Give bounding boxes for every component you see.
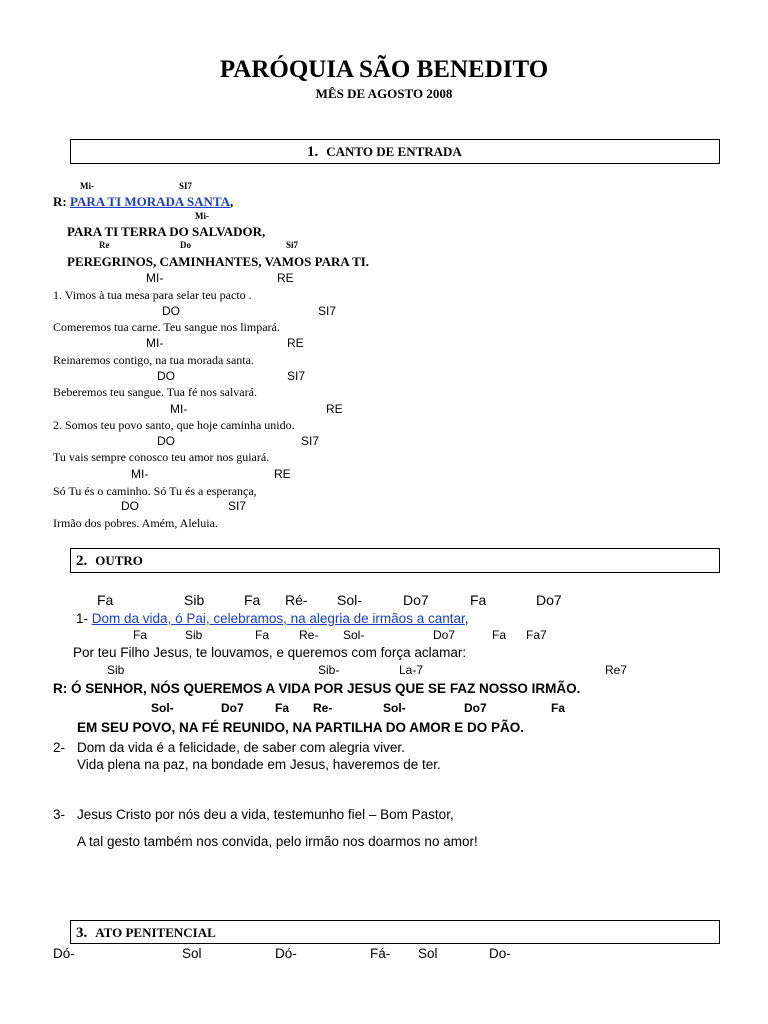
chord: Fa (97, 592, 114, 608)
section-2-header (70, 548, 720, 573)
verse-3-line-1: Jesus Cristo por nós deu a vida, testemunho fiel – Bom Pastor, (77, 807, 454, 822)
chord: Dó- (275, 946, 297, 961)
chord: Fa (244, 592, 261, 608)
chord: Sol (418, 946, 438, 961)
refrain-line-2: EM SEU POVO, NA FÉ REUNIDO, NA PARTILHA DO AMOR E DO PÃO. (77, 720, 525, 735)
verse-3-number: 3- (53, 807, 66, 822)
chord: Sib (185, 628, 203, 642)
chord: Sol- (383, 701, 406, 715)
chord: Si7 (286, 240, 299, 250)
chord: Re7 (605, 663, 628, 677)
chord: MI- (131, 467, 149, 481)
chord: Do7 (403, 592, 429, 608)
chord: Sib (107, 663, 125, 677)
chord: DO (157, 434, 175, 448)
chord: Mi- (195, 211, 209, 221)
chord: Fa (470, 592, 487, 608)
chord: DO (121, 499, 139, 513)
verse-line: 2. Somos teu povo santo, que hoje caminha unido. (53, 418, 295, 432)
verse-1-prefix: 1- (76, 611, 89, 626)
section-3-number: 3. (76, 925, 88, 941)
verse-line: Só Tu és o caminho. Só Tu és a esperança, (53, 484, 257, 498)
section-2-title-text: OUTRO (95, 553, 143, 568)
chord: Do7 (433, 628, 456, 642)
refrain-line-2: PARA TI TERRA DO SALVADOR, (67, 224, 266, 239)
chord: Do7 (221, 701, 244, 715)
chord: Fa (133, 628, 148, 642)
section-1-title-text: CANTO DE ENTRADA (326, 144, 462, 159)
refrain-link[interactable]: PARA TI MORADA SANTA (69, 194, 230, 209)
chord: Ré- (285, 592, 308, 608)
chord: Fa7 (526, 628, 547, 642)
verse-line: Comeremos tua carne. Teu sangue nos limpará. (53, 320, 280, 334)
chord: Dó- (53, 946, 75, 961)
chord: SI7 (301, 434, 320, 448)
chord: Do7 (464, 701, 487, 715)
refrain-prefix: R: (53, 194, 67, 209)
page-subtitle: MÊS DE AGOSTO 2008 (315, 86, 453, 101)
verse-line: Irmão dos pobres. Amém, Aleluia. (53, 516, 218, 530)
section-2-title (76, 553, 143, 570)
section-3-header (70, 920, 720, 944)
chord: SI7 (287, 369, 306, 383)
section-1-header (70, 139, 720, 164)
chord: Fa (492, 628, 507, 642)
chord: Re (99, 240, 110, 250)
verse-1-link[interactable]: Dom da vida, ó Pai, celebramos, na alegria de irmãos a cantar (91, 611, 465, 626)
refrain-line-1: R: Ó SENHOR, NÓS QUEREMOS A VIDA POR JESUS QUE SE FAZ NOSSO IRMÃO. (53, 681, 581, 696)
chord: Fá- (370, 946, 391, 961)
chord: RE (277, 271, 294, 285)
verse-2-number: 2- (53, 740, 66, 755)
refrain-link-suffix: , (229, 194, 234, 209)
section-2-number: 2. (76, 553, 88, 569)
verse-2-line-1: Dom da vida é a felicidade, de saber com alegria viver. (77, 740, 405, 755)
chord: Sol- (151, 701, 174, 715)
chord: Re- (313, 701, 333, 715)
verse-3-line-2: A tal gesto também nos convida, pelo irmão nos doarmos no amor! (77, 834, 478, 849)
chord: Do7 (536, 592, 562, 608)
verse-line: Beberemos teu sangue. Tua fé nos salvará. (53, 385, 257, 399)
chord: Fa (255, 628, 270, 642)
chord: Sib- (318, 663, 340, 677)
chord: RE (274, 467, 291, 481)
verse-2-line-2: Vida plena na paz, na bondade em Jesus, haveremos de ter. (77, 757, 441, 772)
chord: Fa (551, 701, 566, 715)
verse-line: 1. Vimos à tua mesa para selar teu pacto . (53, 288, 252, 302)
chord: Mi- (80, 181, 94, 191)
chord: SI7 (228, 499, 247, 513)
chord: SI7 (318, 304, 337, 318)
chord: RE (326, 402, 343, 416)
chord: La-7 (399, 663, 424, 677)
chord: Sol (182, 946, 202, 961)
chord: DO (162, 304, 180, 318)
chord: MI- (170, 402, 188, 416)
refrain-line-1 (53, 195, 233, 208)
chord: MI- (146, 336, 164, 350)
verse-line: Tu vais sempre conosco teu amor nos guiará. (53, 450, 270, 464)
chord: Sib (184, 592, 205, 608)
chord: Re- (299, 628, 319, 642)
chord: MI- (146, 271, 164, 285)
verse-1-line-2: Por teu Filho Jesus, te louvamos, e queremos com força aclamar: (73, 645, 467, 660)
chord: RE (287, 336, 304, 350)
chord: DO (157, 369, 175, 383)
chord: Do (180, 240, 191, 250)
refrain-line-3: PEREGRINOS, CAMINHANTES, VAMOS PARA TI. (67, 254, 370, 269)
section-3-title (76, 925, 216, 942)
section-1-number: 1. (307, 144, 319, 160)
chord: Sol- (337, 592, 362, 608)
chord: Sol- (343, 628, 365, 642)
verse-1-line-1 (76, 612, 469, 626)
chord: Fa (275, 701, 290, 715)
page-title: PARÓQUIA SÃO BENEDITO (219, 56, 549, 83)
section-1-title (307, 144, 462, 161)
verse-line: Reinaremos contigo, na tua morada santa. (53, 353, 254, 367)
chord: Do- (489, 946, 511, 961)
verse-1-suffix: , (464, 611, 469, 626)
section-3-title-text: ATO PENITENCIAL (95, 925, 216, 940)
chord: SI7 (179, 181, 193, 191)
